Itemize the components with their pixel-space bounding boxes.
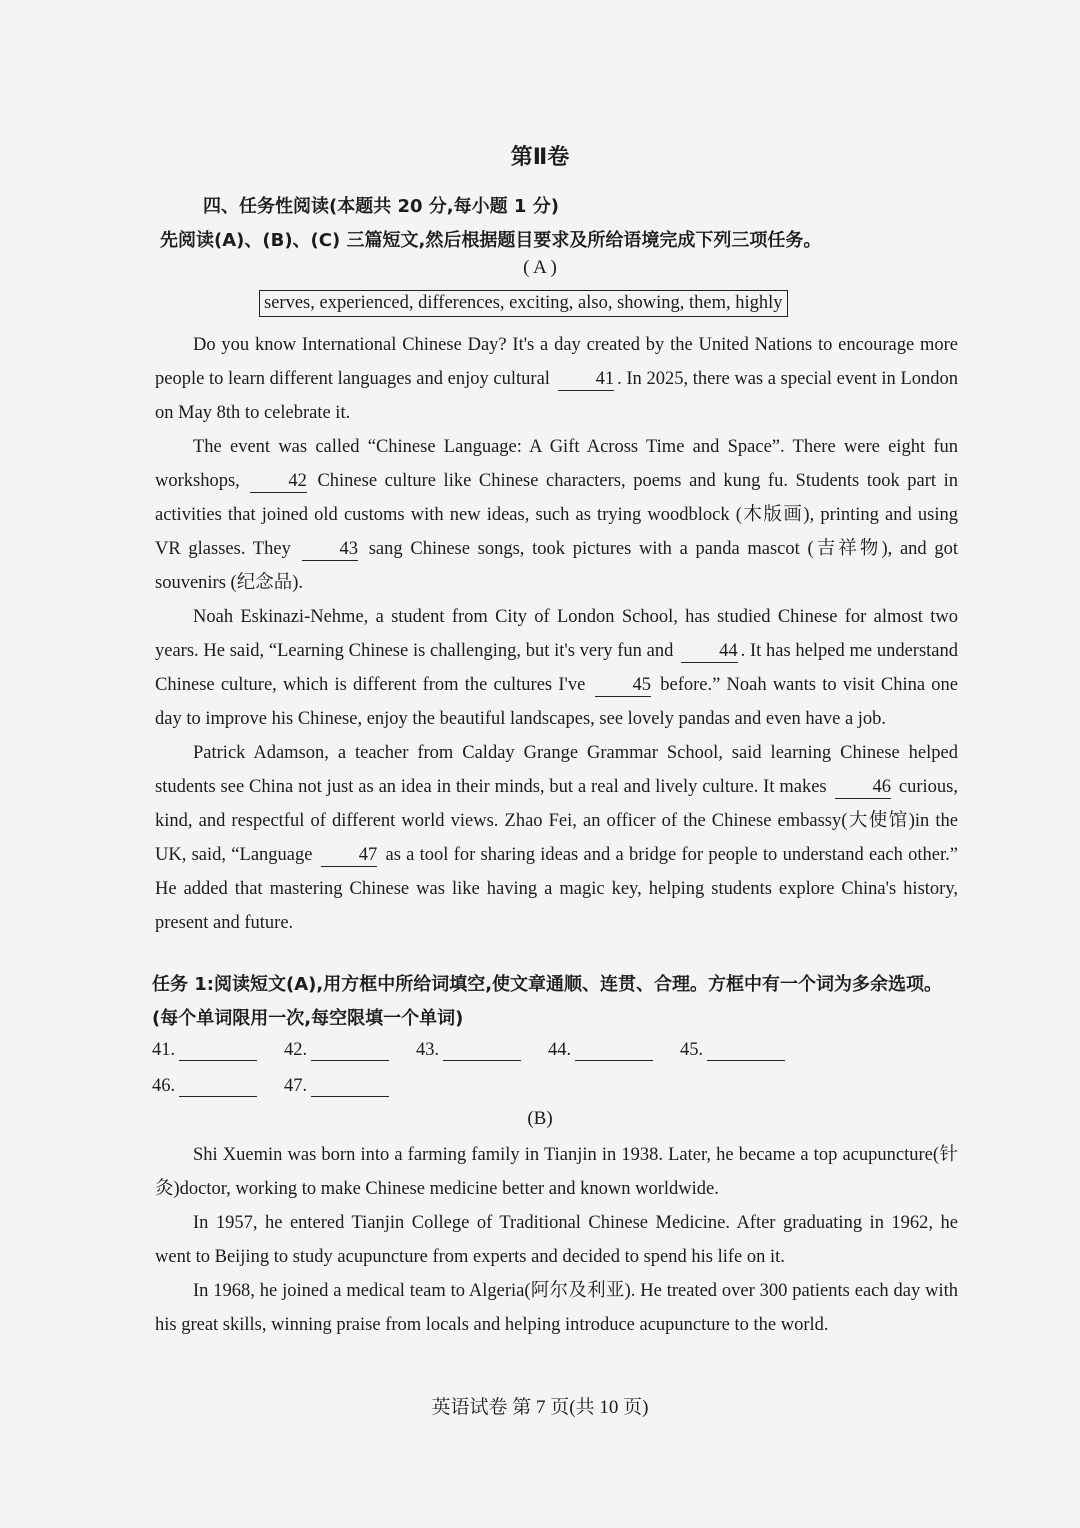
answer-slot[interactable]: 47. — [284, 1076, 396, 1097]
part-a-label: ( A ) — [523, 257, 557, 278]
instructions: 先阅读(A)、(B)、(C) 三篇短文,然后根据题目要求及所给语境完成下列三项任务。 — [160, 230, 822, 251]
blank-47: 47 — [321, 844, 378, 867]
passage-a-paragraph: Patrick Adamson, a teacher from Calday Grange Grammar School, said learning Chinese helped students see China not just as an idea in their minds, but a real and lively culture. It makes 46 curious, kind, and respectful of different world views. Zhao Fei, an officer of the Chinese embassy(大使馆)in the UK, said, “Language 47 as a tool for sharing ideas and a bridge for people to understand each other.” He added that mastering Chinese was like having a magic key, helping students explore China's history, present and future. — [155, 743, 958, 933]
answer-slot[interactable]: 42. — [284, 1040, 396, 1061]
answer-line[interactable] — [707, 1042, 785, 1061]
passage-b-paragraph: In 1968, he joined a medical team to Algeria(阿尔及利亚). He treated over 300 patients each day with his great skills, winning praise from locals and helping introduce acupuncture to the world. — [155, 1281, 958, 1335]
answer-row-1 — [152, 1040, 792, 1061]
answer-slot[interactable]: 46. — [152, 1076, 264, 1097]
blank-46: 46 — [835, 776, 892, 799]
passage-b — [155, 1138, 958, 1342]
task-1-instructions: 任务 1:阅读短文(A),用方框中所给词填空,使文章通顺、连贯、合理。方框中有一个词为多余选项。(每个单词限用一次,每空限填一个单词) — [152, 974, 943, 1029]
answer-line[interactable] — [311, 1078, 389, 1097]
answer-slot[interactable]: 41. — [152, 1040, 264, 1061]
passage-a-paragraph: Do you know International Chinese Day? It's a day created by the United Nations to encourage more people to learn different languages and enjoy cultural 41 . In 2025, there was a special event in London on May 8th to celebrate it. — [155, 335, 958, 423]
answer-line[interactable] — [179, 1042, 257, 1061]
answer-line[interactable] — [179, 1078, 257, 1097]
blank-45: 45 — [595, 674, 652, 697]
answer-line[interactable] — [443, 1042, 521, 1061]
answer-slot[interactable]: 44. — [548, 1040, 660, 1061]
passage-a — [155, 328, 958, 940]
passage-a-paragraph: The event was called “Chinese Language: A Gift Across Time and Space”. There were eight fun workshops, 42 Chinese culture like Chinese characters, poems and kung fu. Students took part in activities that joined old customs with new ideas, such as trying woodblock (木版画), printing and using VR glasses. They 43 sang Chinese songs, took pictures with a panda mascot (吉祥物), and got souvenirs (纪念品). — [155, 437, 959, 593]
answer-row-2 — [152, 1076, 396, 1097]
passage-a-paragraph: Noah Eskinazi-Nehme, a student from City of London School, has studied Chinese for almost two years. He said, “Learning Chinese is challenging, but it's very fun and 44 . It has helped me understand Chinese culture, which is different from the cultures I've 45 before.” Noah wants to visit China one day to improve his Chinese, enjoy the beautiful landscapes, see lovely pandas and even have a job. — [155, 607, 959, 729]
blank-44: 44 — [681, 640, 738, 663]
answer-line[interactable] — [311, 1042, 389, 1061]
answer-slot[interactable]: 45. — [680, 1040, 792, 1061]
passage-b-paragraph: In 1957, he entered Tianjin College of Traditional Chinese Medicine. After graduating in 1962, he went to Beijing to study acupuncture from experts and decided to spend his life on it. — [155, 1213, 958, 1267]
part-b-label: (B) — [527, 1108, 553, 1129]
blank-42: 42 — [250, 470, 307, 493]
passage-b-paragraph: Shi Xuemin was born into a farming family in Tianjin in 1938. Later, he became a top acupuncture(针灸)doctor, working to make Chinese medicine better and known worldwide. — [155, 1145, 958, 1199]
section-heading: 四、任务性阅读(本题共 20 分,每小题 1 分) — [203, 196, 559, 217]
answer-line[interactable] — [575, 1042, 653, 1061]
answer-slot[interactable]: 43. — [416, 1040, 528, 1061]
page-footer: 英语试卷 第 7 页(共 10 页) — [431, 1397, 649, 1418]
blank-41: 41 — [558, 368, 615, 391]
blank-43: 43 — [302, 538, 359, 561]
volume-title: 第Ⅱ卷 — [510, 145, 570, 170]
word-bank-box: serves, experienced, differences, exciting, also, showing, them, highly — [259, 290, 788, 317]
